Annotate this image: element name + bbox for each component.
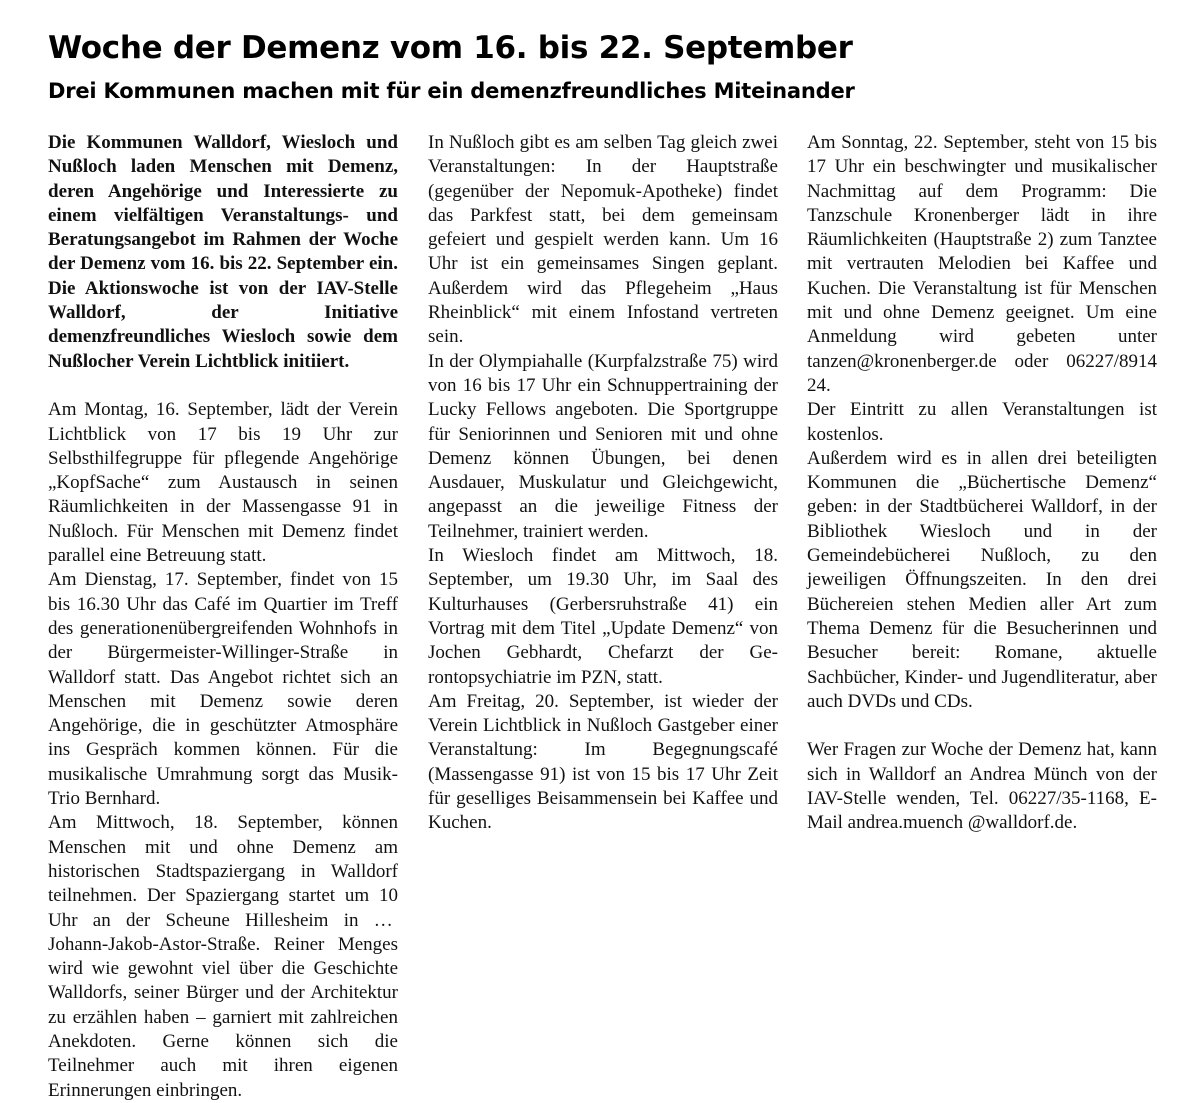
paragraph-wednesday-walk: Am Mittwoch, 18. September, können Menschen mit und ohne Demenz am historischen Stadtspaziergang in Walldorf teilnehmen. Der Spaziergang startet um 10 Uhr an der Scheune Hillesheim in der Johann-Jakob-Astor-Straße. Reiner Menges wird wie gewohnt viel über die Geschichte Walldorfs, seiner Bürger und der Architektur zu erzählen haben – garniert mit zahlreichen Anekdoten. Gerne können sich die Teilnehmer auch mit ihren eigenen Erinnerungen einbringen. — [48, 812, 398, 1101]
article-subheadline: Drei Kommunen machen mit für ein demenzfreundliches Miteinander — [48, 79, 855, 103]
paragraph-tuesday: Am Dienstag, 17. September, findet von 15 bis 16.30 Uhr das Café im Quartier im Treff des generationenübergreifenden Wohnhofs in der Bürgermeister-Willinger-Straße in Walldorf statt. Das Angebot richtet sich an Menschen mit Demenz sowie deren Angehörige, die in geschützter Atmosphäre ins Gespräch kommen können. Für die musikalische Umrahmung sorgt das Musik-Trio Bernhard. — [48, 569, 398, 810]
paragraph-free-entry: Der Eintritt zu allen Veranstaltungen ist kostenlos. — [807, 399, 1157, 445]
intro-paragraph: Die Kommunen Walldorf, Wiesloch und Nußloch laden Menschen mit Demenz, deren Angehörige und Interessierte zu einem vielfältigen Veranstaltungs- und Beratungsangebot im Rahmen der Woche der Demenz vom 16. bis 22. September ein. Die Aktionswoche ist von der IAV-Stelle Walldorf, der Initiative demenzfreundliches Wiesloch sowie dem Nußlocher Verein Lichtblick initiiert. — [48, 132, 398, 372]
article-headline: Woche der Demenz vom 16. bis 22. September — [48, 30, 853, 66]
text-column-2 — [428, 131, 778, 836]
paragraph-nussloch: In Nußloch gibt es am selben Tag gleich zwei Veranstaltungen: In der Hauptstraße (gegenüber der Nepomuk-Apotheke) findet das Parkfest statt, bei dem gemeinsam gefeiert und gespielt werden kann. Um 16 Uhr ist ein gemeinsames Singen geplant. Außerdem wird das Pflegeheim „Haus Rheinblick“ mit einem Infostand vertreten sein. — [428, 132, 778, 348]
paragraph-olympiahalle: In der Olympiahalle (Kurpfalzstraße 75) wird von 16 bis 17 Uhr ein Schnuppertraining der Lucky Fellows angeboten. Die Sportgruppe für Seniorinnen und Senioren mit und ohne Demenz können Übungen, bei denen Ausdauer, Muskulatur und Gleichgewicht, angepasst an die jeweilige Fitness der Teilnehmer, trainiert werden. — [428, 350, 778, 542]
text-column-1 — [48, 131, 398, 1101]
paragraph-contact: Wer Fragen zur Woche der Demenz hat, kann sich in Walldorf an Andrea Münch von der IAV-Stelle wenden, Tel. 06227/35-1168, E-Mail andrea.muench @walldorf.de. — [807, 739, 1157, 834]
text-column-3 — [807, 131, 1157, 836]
paragraph-friday: Am Freitag, 20. September, ist wieder der Verein Lichtblick in Nußloch Gastgeber einer Veranstaltung: Im Begegnungscafé (Massengasse 91) ist von 15 bis 17 Uhr Zeit für geselliges Beisammensein bei Kaffee und Kuchen. — [428, 690, 778, 834]
paragraph-wiesloch: In Wiesloch findet am Mittwoch, 18. September, um 19.30 Uhr, im Saal des Kulturhauses (Gerbersruhstraße 41) ein Vortrag mit dem Titel „Update Demenz“ von Jochen Gebhardt, Chefarzt der Gerontopsychiatrie im PZN, statt. — [428, 545, 778, 688]
paragraph-monday: Am Montag, 16. September, lädt der Verein Lichtblick von 17 bis 19 Uhr zur Selbsthilfegruppe für pflegende Angehörige „KopfSache“ zum Austausch in seinen Räumlichkeiten in der Massengasse 91 in Nußloch. Für Menschen mit Demenz findet parallel eine Betreuung statt. — [48, 399, 398, 567]
paragraph-book-tables: Außerdem wird es in allen drei beteiligten Kommunen die „Büchertische Demenz“ geben: in der Stadtbücherei Walldorf, in der Bibliothek Wiesloch und in der Gemeindebücherei Nußloch, zu den jeweiligen Öffnungszeiten. In den drei Büchereien stehen Medien aller Art zum Thema Demenz für die Besucherinnen und Besucher bereit: Romane, aktuelle Sachbücher, Kinder- und Jugendliteratur, aber auch DVDs und CDs. — [807, 447, 1157, 712]
paragraph-sunday: Am Sonntag, 22. September, steht von 15 bis 17 Uhr ein beschwingter und musikalischer Nachmittag auf dem Programm: Die Tanzschule Kronenberger lädt in ihre Räumlichkeiten (Hauptstraße 2) zum Tanztee mit vertrauten Melodien bei Kaffee und Kuchen. Die Veranstaltung ist für Menschen mit und ohne Demenz geeignet. Um eine Anmeldung wird gebeten unter tanzen@kronenberger.de oder 06227/8914 24. — [807, 132, 1157, 396]
